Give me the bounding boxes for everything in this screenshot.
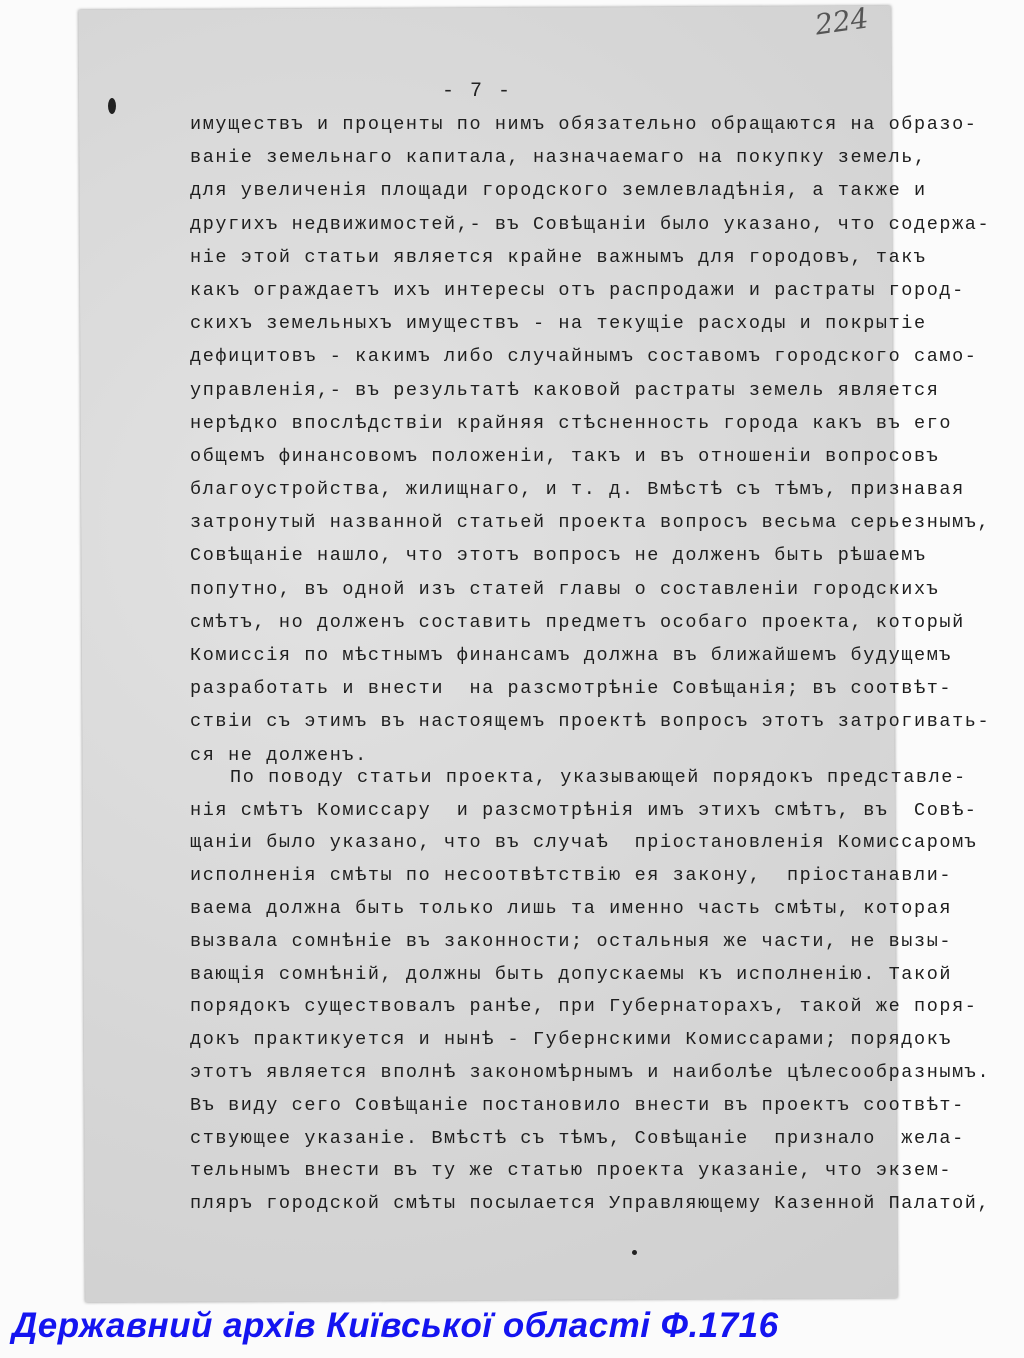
text-line: порядокъ существовалъ ранѣе, при Губернаторахъ, такой же поря- [190, 996, 978, 1018]
text-line: имуществъ и проценты по нимъ обязательно обращаются на образо- [190, 114, 978, 135]
text-line: скихъ земельныхъ имуществъ - на текущiе расходы и покрытiе [190, 313, 927, 335]
text-line: дефицитовъ - какимъ либо случайнымъ составомъ городского само- [190, 346, 978, 368]
text-line: пляръ городской смѣты посылается Управляющему Казенной Палатой, [190, 1193, 991, 1215]
text-line: Въ виду сего Совѣщанiе постановило внести въ проектъ соотвѣт- [190, 1094, 965, 1116]
text-line: ствующее указанiе. Вмѣстѣ съ тѣмъ, Совѣщанiе признало жела- [190, 1127, 965, 1149]
text-line: смѣтъ, но долженъ составить предметъ особаго проекта, который [190, 611, 965, 633]
text-line: Совѣщанiе нашло, что этотъ вопросъ не долженъ быть рѣшаемъ [190, 545, 927, 567]
hole-punch-mark [108, 98, 116, 114]
text-line: По поводу статьи проекта, указывающей порядокъ представле- [230, 766, 967, 788]
ink-dot [632, 1250, 637, 1255]
page-number: - 7 - [442, 80, 513, 103]
text-line: тельнымъ внести въ ту же статью проекта указанiе, что экзем- [190, 1160, 953, 1182]
text-line: вающiя сомнѣнiй, должны быть допускаемы къ исполненiю. Такой [190, 963, 953, 985]
text-line: ся не долженъ. [190, 744, 368, 766]
text-line: докъ практикуется и нынѣ - Губернскими Комиссарами; порядокъ [190, 1029, 953, 1051]
text-line: управленiя,- въ результатѣ каковой растраты земель является [190, 379, 940, 401]
text-line: исполненiя смѣты по несоотвѣтствiю ея закону, прiостанавли- [190, 865, 953, 887]
text-line: разработать и внести на разсмотрѣнiе Совѣщанiя; въ соотвѣт- [190, 678, 953, 700]
text-line: Комиссiя по мѣстнымъ финансамъ должна въ ближайшемъ будущемъ [190, 645, 953, 666]
text-line: нiе этой статьи является крайне важнымъ для городовъ, такъ [190, 246, 927, 268]
text-line: благоустройства, жилищнаго, и т. д. Вмѣстѣ съ тѣмъ, признавая [190, 479, 965, 501]
text-line: ствiи съ этимъ въ настоящемъ проектѣ вопросъ этотъ затрогивать- [190, 711, 991, 733]
text-line: вызвала сомнѣнiе въ законности; остальныя же части, не вызы- [190, 930, 953, 952]
text-line: нiя смѣтъ Комиссару и разсмотрѣнiя имъ этихъ смѣтъ, въ Совѣ- [190, 799, 978, 821]
text-line: затронутый названной статьей проекта вопросъ весьма серьезнымъ, [190, 512, 991, 534]
text-line: этотъ является вполнѣ закономѣрнымъ и наиболѣе цѣлесообразнымъ. [190, 1061, 991, 1083]
text-line: ваема должна быть только лишь та именно часть смѣты, которая [190, 897, 953, 919]
text-line: какъ ограждаетъ ихъ интересы отъ распродажи и растраты город- [190, 279, 965, 301]
text-line: нерѣдко впослѣдствiи крайняя стѣсненность города какъ въ его [190, 412, 953, 434]
text-line: общемъ финансовомъ положенiи, такъ и въ отношенiи вопросовъ [190, 445, 940, 467]
paragraph-1 [190, 108, 990, 772]
text-line: попутно, въ одной изъ статей главы о составленiи городскихъ [190, 578, 940, 600]
archive-watermark: Державний архів Київської області Ф.1716 [12, 1306, 779, 1345]
text-line: щанiи было указано, что въ случаѣ прiостановленiя Комиссаромъ [190, 832, 978, 854]
text-line: ванiе земельнаго капитала, назначаемаго на покупку земель, [190, 147, 927, 169]
paragraph-2 [190, 762, 990, 1221]
text-line: для увеличенiя площади городского землевладѣнiя, а также и [190, 180, 927, 202]
document-body [190, 108, 990, 1221]
text-line: другихъ недвижимостей,- въ Совѣщанiи было указано, что содержа- [190, 213, 991, 235]
archive-sheet-number: 224 [812, 1, 871, 42]
